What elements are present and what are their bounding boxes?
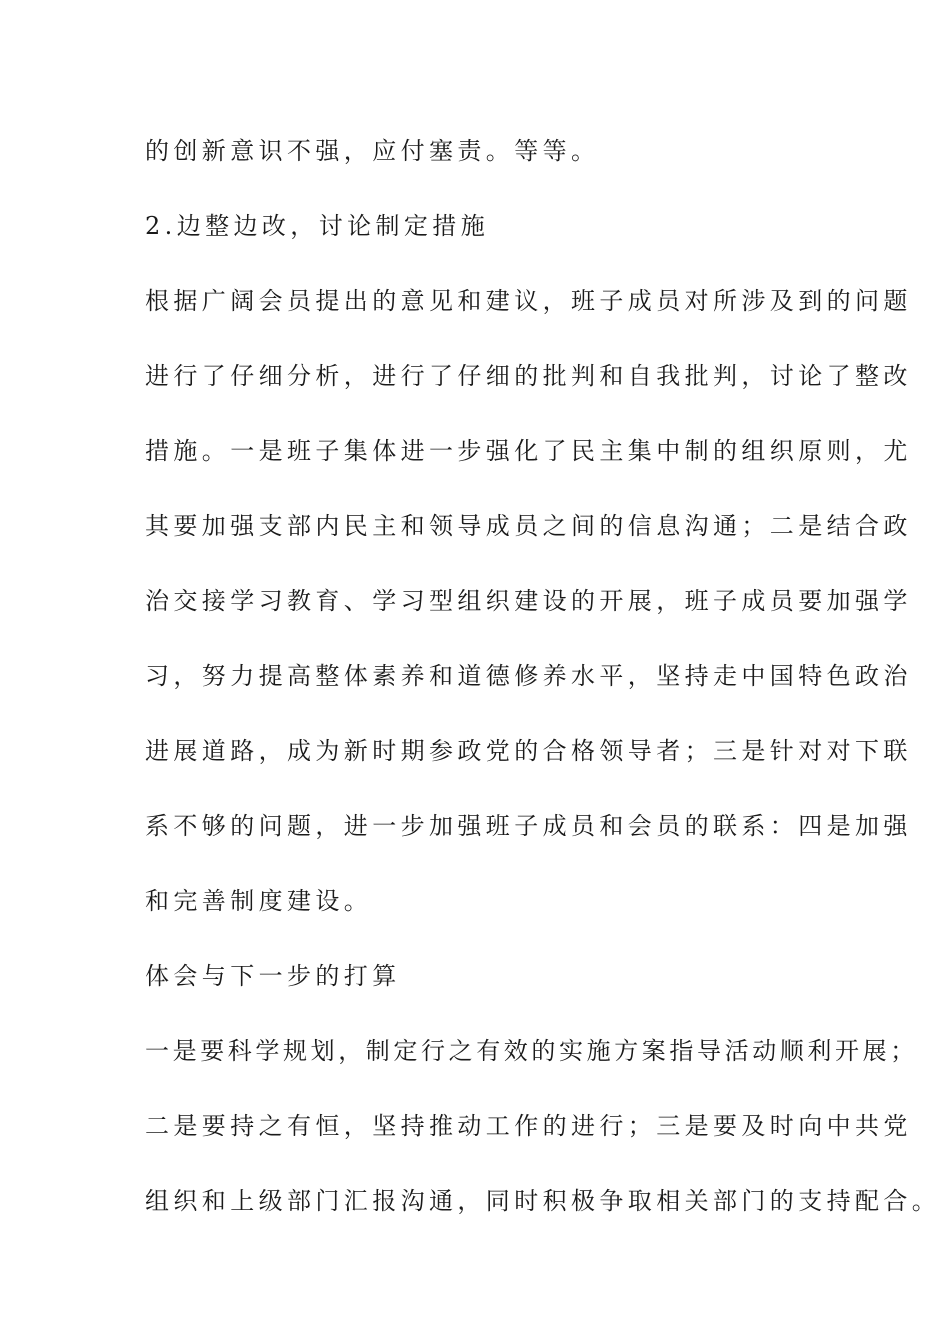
text-line: 和完善制度建设。 <box>145 887 373 915</box>
text-line: 进展道路，成为新时期参政党的合格领导者；三是针对对下联 <box>145 737 912 765</box>
section-heading: 体会与下一步的打算 <box>145 962 401 990</box>
text-line: 其要加强支部内民主和领导成员之间的信息沟通；二是结合政 <box>145 512 912 540</box>
text-line: 组织和上级部门汇报沟通，同时积极争取相关部门的支持配合。 <box>145 1187 941 1215</box>
text-line: 根据广阔会员提出的意见和建议，班子成员对所涉及到的问题 <box>145 287 912 315</box>
text-line: 的创新意识不强，应付塞责。等等。 <box>145 137 600 165</box>
text-line: 系不够的问题，进一步加强班子成员和会员的联系：四是加强 <box>145 812 912 840</box>
text-line: 一是要科学规划，制定行之有效的实施方案指导活动顺利开展； <box>145 1037 918 1065</box>
text-line: 进行了仔细分析，进行了仔细的批判和自我批判，讨论了整改 <box>145 362 912 390</box>
text-line: 措施。一是班子集体进一步强化了民主集中制的组织原则，尤 <box>145 437 912 465</box>
text-line: 治交接学习教育、学习型组织建设的开展，班子成员要加强学 <box>145 587 912 615</box>
text-line: 二是要持之有恒，坚持推动工作的进行；三是要及时向中共党 <box>145 1112 912 1140</box>
text-line: 习，努力提高整体素养和道德修养水平，坚持走中国特色政治 <box>145 662 912 690</box>
section-heading: 2.边整边改，讨论制定措施 <box>145 212 490 240</box>
